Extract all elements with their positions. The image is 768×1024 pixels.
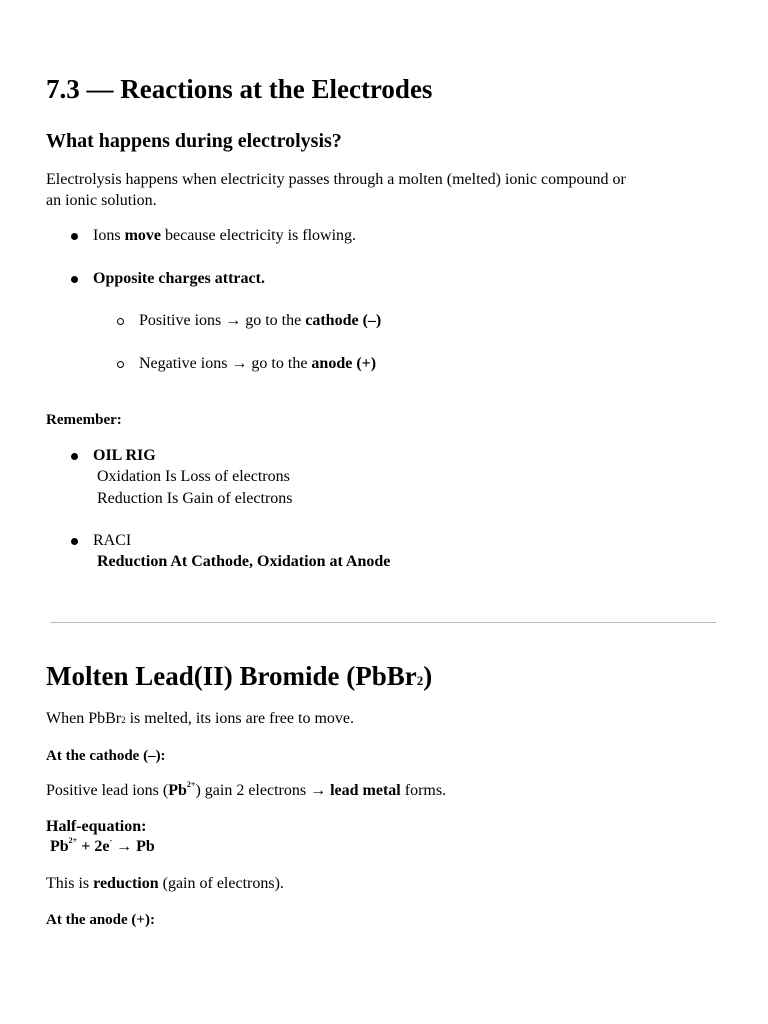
page-title: 7.3 — Reactions at the Electrodes (46, 74, 433, 104)
oilrig-line-2: Reduction Is Gain of electrons (97, 490, 293, 507)
cathode-label: At the cathode (–): (46, 748, 166, 764)
raci-line-1: Reduction At Cathode, Oxidation at Anode (97, 553, 391, 570)
bullet-opposite-charges: Opposite charges attract. (93, 270, 265, 287)
melted-text: When PbBr2 is melted, its ions are free to move. (46, 710, 354, 727)
bullet-ions-move: Ions move because electricity is flowing. (93, 227, 357, 244)
section-subtitle: What happens during electrolysis? (46, 130, 342, 152)
half-equation-label: Half-equation: (46, 818, 147, 835)
bullet-icon (71, 233, 78, 240)
sub-bullet-negative-ions: Negative ions → go to the anode (+) (139, 355, 377, 372)
positive-lead-ions-text: Positive lead ions $(Pb^{2+})$ gain 2 electrons → lead metal forms. (46, 780, 447, 799)
intro-line-1: Electrolysis happens when electricity passes through a molten (melted) ionic compound or (46, 171, 626, 188)
sub-bullet-positive-ions: Positive ions → go to the cathode (–) (139, 312, 382, 329)
intro-line-2: an ionic solution. (46, 192, 157, 209)
hollow-bullet-icon (117, 361, 124, 368)
remember-label: Remember: (46, 412, 122, 428)
reduction-text: This is reduction (gain of electrons). (46, 875, 284, 892)
bullet-icon (71, 453, 78, 460)
raci-label: RACI (93, 532, 132, 549)
oilrig-label: OIL RIG (93, 447, 156, 464)
anode-label: At the anode (+): (46, 912, 155, 928)
oilrig-line-1: Oxidation Is Loss of electrons (97, 468, 290, 485)
section-title-pbbr2: Molten Lead(II) Bromide (PbBr2) (46, 661, 433, 691)
hollow-bullet-icon (117, 318, 124, 325)
half-equation: $Pb^{2+} + 2e^- \to Pb$ (50, 836, 155, 855)
section-divider (50, 622, 716, 623)
bullet-icon (71, 276, 78, 283)
bullet-icon (71, 538, 78, 545)
